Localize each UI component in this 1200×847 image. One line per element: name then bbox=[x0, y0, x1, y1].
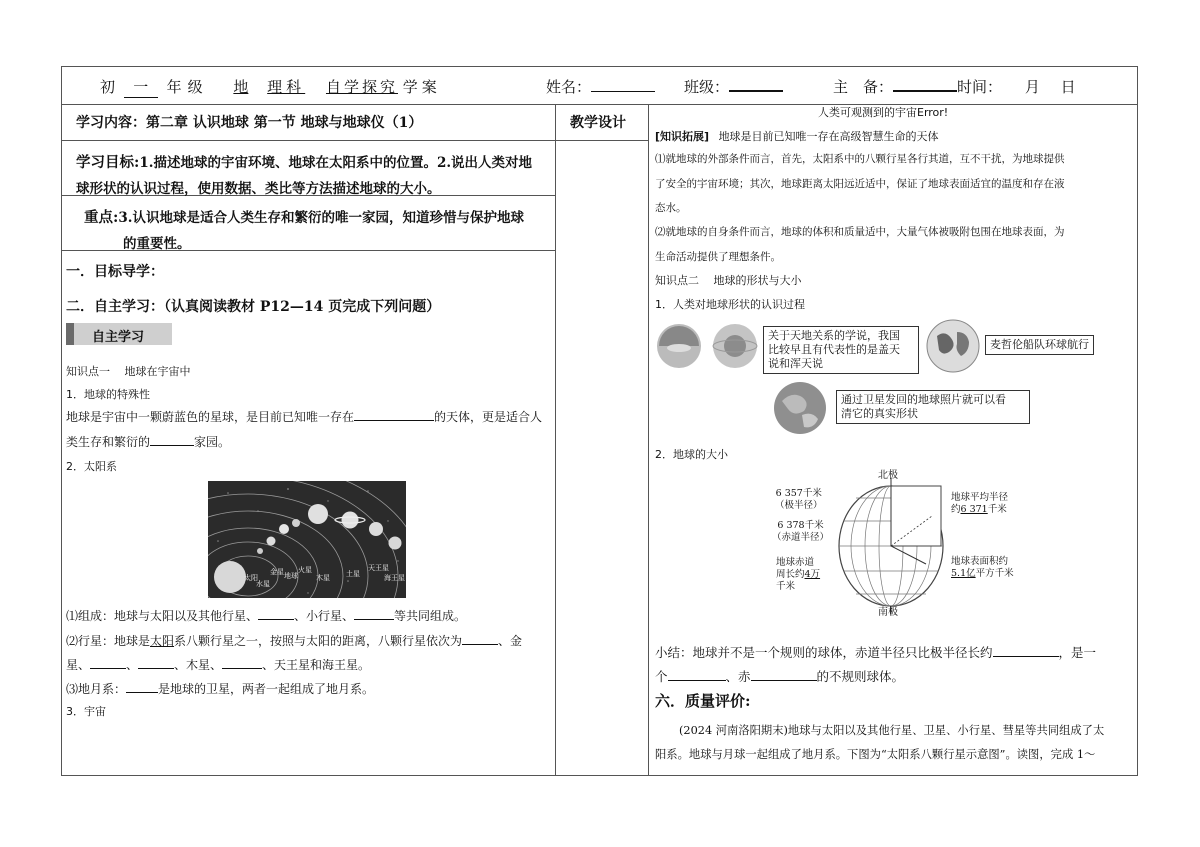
q1-blank-1[interactable] bbox=[258, 619, 294, 620]
header-row-divider bbox=[61, 104, 1138, 105]
ext-p1-line3: 态水。 bbox=[655, 202, 687, 214]
knowledge-extension-title: [知识拓展] 地球是目前已知唯一存在高级智慧生命的天体 bbox=[655, 130, 939, 143]
ext-p2-line2: 生命活动提供了理想条件。 bbox=[655, 251, 781, 263]
south-pole-label: 南极 bbox=[878, 607, 898, 618]
name-blank[interactable] bbox=[591, 91, 655, 92]
solar-label-sun: 太阳 bbox=[244, 574, 258, 582]
time-label: 时间： bbox=[957, 78, 1003, 96]
section-6-title: 六．质量评价: bbox=[655, 692, 751, 710]
table-border-bottom bbox=[61, 775, 1138, 776]
earth-size-diagram bbox=[836, 476, 946, 616]
day-label: 日 bbox=[1060, 78, 1076, 96]
solar-label-saturn: 土星 bbox=[346, 570, 360, 578]
q2-line-1: ⑵行星：地球是太阳系八颗行星之一，按照与太阳的距离，八颗行星依次为 、金 bbox=[66, 634, 523, 648]
self-study-badge bbox=[66, 323, 172, 345]
solar-label-mercury: 水星 bbox=[256, 580, 270, 588]
table-border-right bbox=[1137, 66, 1138, 776]
grade-prefix: 初 bbox=[100, 78, 116, 96]
preparer-label: 主 备： bbox=[833, 78, 894, 96]
globe-map-icon bbox=[923, 318, 983, 374]
column-divider-right bbox=[648, 104, 649, 776]
row-divider-1 bbox=[61, 140, 648, 141]
grade-suffix: 年级 bbox=[166, 78, 209, 96]
equatorial-radius-label: 6 378千米 （赤道半径） bbox=[772, 520, 830, 543]
q2-blank-3[interactable] bbox=[138, 668, 174, 669]
section-1-title: 一．目标导学： bbox=[66, 264, 164, 280]
cosmology-note-box: 关于天地关系的学说，我国 比较早且有代表性的是盖天 说和浑天说 bbox=[763, 326, 919, 374]
special-line-1: 地球是宇宙中一颗蔚蓝色的星球，是目前已知唯一存在 的天体，更是适合人 bbox=[66, 410, 543, 424]
kp2-item-1: 1．人类对地球形状的认识过程 bbox=[655, 298, 805, 311]
summary-blank-2[interactable] bbox=[668, 680, 726, 681]
kp1-item-2: 2．太阳系 bbox=[66, 460, 117, 473]
ext-p1-line1: ⑴就地球的外部条件而言，首先，太阳系中的八颗行星各行其道，互不干扰，为地球提供 bbox=[655, 153, 1065, 165]
solar-label-uranus: 天王星 bbox=[368, 564, 389, 572]
table-border-left bbox=[61, 66, 62, 776]
solar-system-svg bbox=[208, 481, 406, 598]
q2-line-2: 星、 、 、木星、 、天王星和海王星。 bbox=[66, 658, 371, 672]
kp1-item-3: 3．宇宙 bbox=[66, 705, 106, 718]
design-label: 教学设计 bbox=[570, 115, 626, 131]
preparer-field bbox=[833, 76, 1076, 97]
table-border-top bbox=[61, 66, 1138, 67]
mean-radius-label: 地球平均半径 约6 371千米 bbox=[951, 492, 1009, 515]
special-blank-1[interactable] bbox=[354, 420, 434, 421]
header-row bbox=[100, 76, 441, 98]
column-divider-left bbox=[555, 104, 556, 776]
solar-label-jupiter: 木星 bbox=[316, 574, 330, 582]
ancient-cosmology-illustration bbox=[655, 320, 763, 372]
month-label: 月 bbox=[1024, 78, 1040, 96]
q1-line: ⑴组成：地球与太阳以及其他行星、 、小行星、 等共同组成。 bbox=[66, 609, 467, 623]
content-label: 学习内容：第二章 认识地球 第一节 地球与地球仪（1） bbox=[76, 115, 423, 131]
earth-photo-icon bbox=[772, 381, 828, 435]
q2-blank-2[interactable] bbox=[90, 668, 126, 669]
q2-blank-4[interactable] bbox=[222, 668, 262, 669]
badge-label: 自主学习 bbox=[92, 330, 145, 345]
q3-blank[interactable] bbox=[126, 692, 158, 693]
ext-tag: [知识拓展] bbox=[655, 130, 710, 143]
solar-label-neptune: 海王星 bbox=[384, 574, 405, 582]
goals-label: 学习目标: bbox=[76, 154, 140, 171]
special-line-2: 类生存和繁衍的 家园。 bbox=[66, 435, 231, 449]
key-line-2: 的重要性。 bbox=[123, 236, 191, 252]
subject-b: 理科 bbox=[267, 78, 306, 96]
kp2-title: 知识点二 地球的形状与大小 bbox=[655, 274, 802, 287]
kp2-item-2: 2．地球的大小 bbox=[655, 448, 728, 461]
goals-line-2: 球形状的认识过程，使用数据、类比等方法描述地球的大小。 bbox=[76, 181, 441, 197]
q3-line: ⑶地月系： 是地球的卫星，两者一起组成了地月系。 bbox=[66, 682, 375, 696]
kp1-title: 知识点一 地球在宇宙中 bbox=[66, 365, 191, 378]
eval-line-2: 阳系。地球与月球一起组成了地月系。下图为“太阳系八颗行星示意图”。读图，完成 1～ bbox=[655, 748, 1096, 761]
summary-blank-3[interactable] bbox=[751, 680, 817, 681]
satellite-photo-box: 通过卫星发回的地球照片就可以看 清它的真实形状 bbox=[836, 390, 1030, 424]
class-blank[interactable] bbox=[729, 90, 783, 92]
subject-a: 地 bbox=[233, 78, 249, 96]
eval-line-1: (2024 河南洛阳期末)地球与太阳以及其他行星、卫星、小行星、彗星等共同组成了太 bbox=[679, 724, 1105, 737]
class-field bbox=[684, 76, 783, 97]
surface-area-label: 地球表面积约 5.1亿平方千米 bbox=[951, 556, 1014, 579]
north-pole-label: 北极 bbox=[878, 470, 898, 481]
preparer-blank[interactable] bbox=[893, 90, 957, 92]
summary-blank-1[interactable] bbox=[993, 656, 1059, 657]
magellan-voyage-box: 麦哲伦船队环球航行 bbox=[985, 335, 1094, 355]
solar-label-mars: 火星 bbox=[298, 566, 312, 574]
name-label: 姓名： bbox=[546, 78, 592, 96]
goals-line-1: 学习目标:1.描述地球的宇宙环境、地球在太阳系中的位置。2.说出人类对地 bbox=[76, 154, 533, 171]
q1-blank-2[interactable] bbox=[354, 619, 394, 620]
kp1-item-1: 1．地球的特殊性 bbox=[66, 388, 150, 401]
key-line-1: 重点:3.认识地球是适合人类生存和繁衍的唯一家园，知道珍惜与保护地球 bbox=[84, 209, 524, 226]
universe-caption: 人类可观测到的宇宙Error! bbox=[818, 106, 949, 119]
badge-stripe bbox=[66, 323, 74, 345]
name-field bbox=[546, 76, 655, 97]
solar-label-venus: 金星 bbox=[270, 568, 284, 576]
polar-radius-label: 6 357千米 （极半径） bbox=[775, 488, 823, 511]
key-label: 重点: bbox=[84, 209, 119, 226]
solar-label-earth: 地球 bbox=[284, 572, 298, 580]
doc-type: 自学探究 bbox=[325, 78, 398, 96]
equator-circumference-label: 地球赤道 周长约4万 千米 bbox=[776, 557, 821, 592]
q2-blank-1[interactable] bbox=[462, 644, 498, 645]
special-blank-2[interactable] bbox=[150, 445, 194, 446]
summary-line-1: 小结：地球并不是一个规则的球体，赤道半径只比极半径长约 ，是一 bbox=[655, 645, 1097, 660]
section-2-title: 二．自主学习：（认真阅读教材 P12—14 页完成下列问题） bbox=[66, 299, 441, 315]
summary-line-2: 个 、赤 的不规则球体。 bbox=[655, 669, 905, 684]
grade-value: 一 bbox=[124, 76, 158, 98]
solar-system-image bbox=[208, 481, 406, 598]
doc-suffix: 学案 bbox=[402, 78, 441, 96]
class-label: 班级： bbox=[684, 78, 730, 96]
ext-p2-line1: ⑵就地球的自身条件而言，地球的体积和质量适中，大量气体被吸附包围在地球表面，为 bbox=[655, 226, 1065, 238]
ext-p1-line2: 了安全的宇宙环境；其次，地球距离太阳远近适中，保证了地球表面适宜的温度和存在液 bbox=[655, 178, 1065, 190]
